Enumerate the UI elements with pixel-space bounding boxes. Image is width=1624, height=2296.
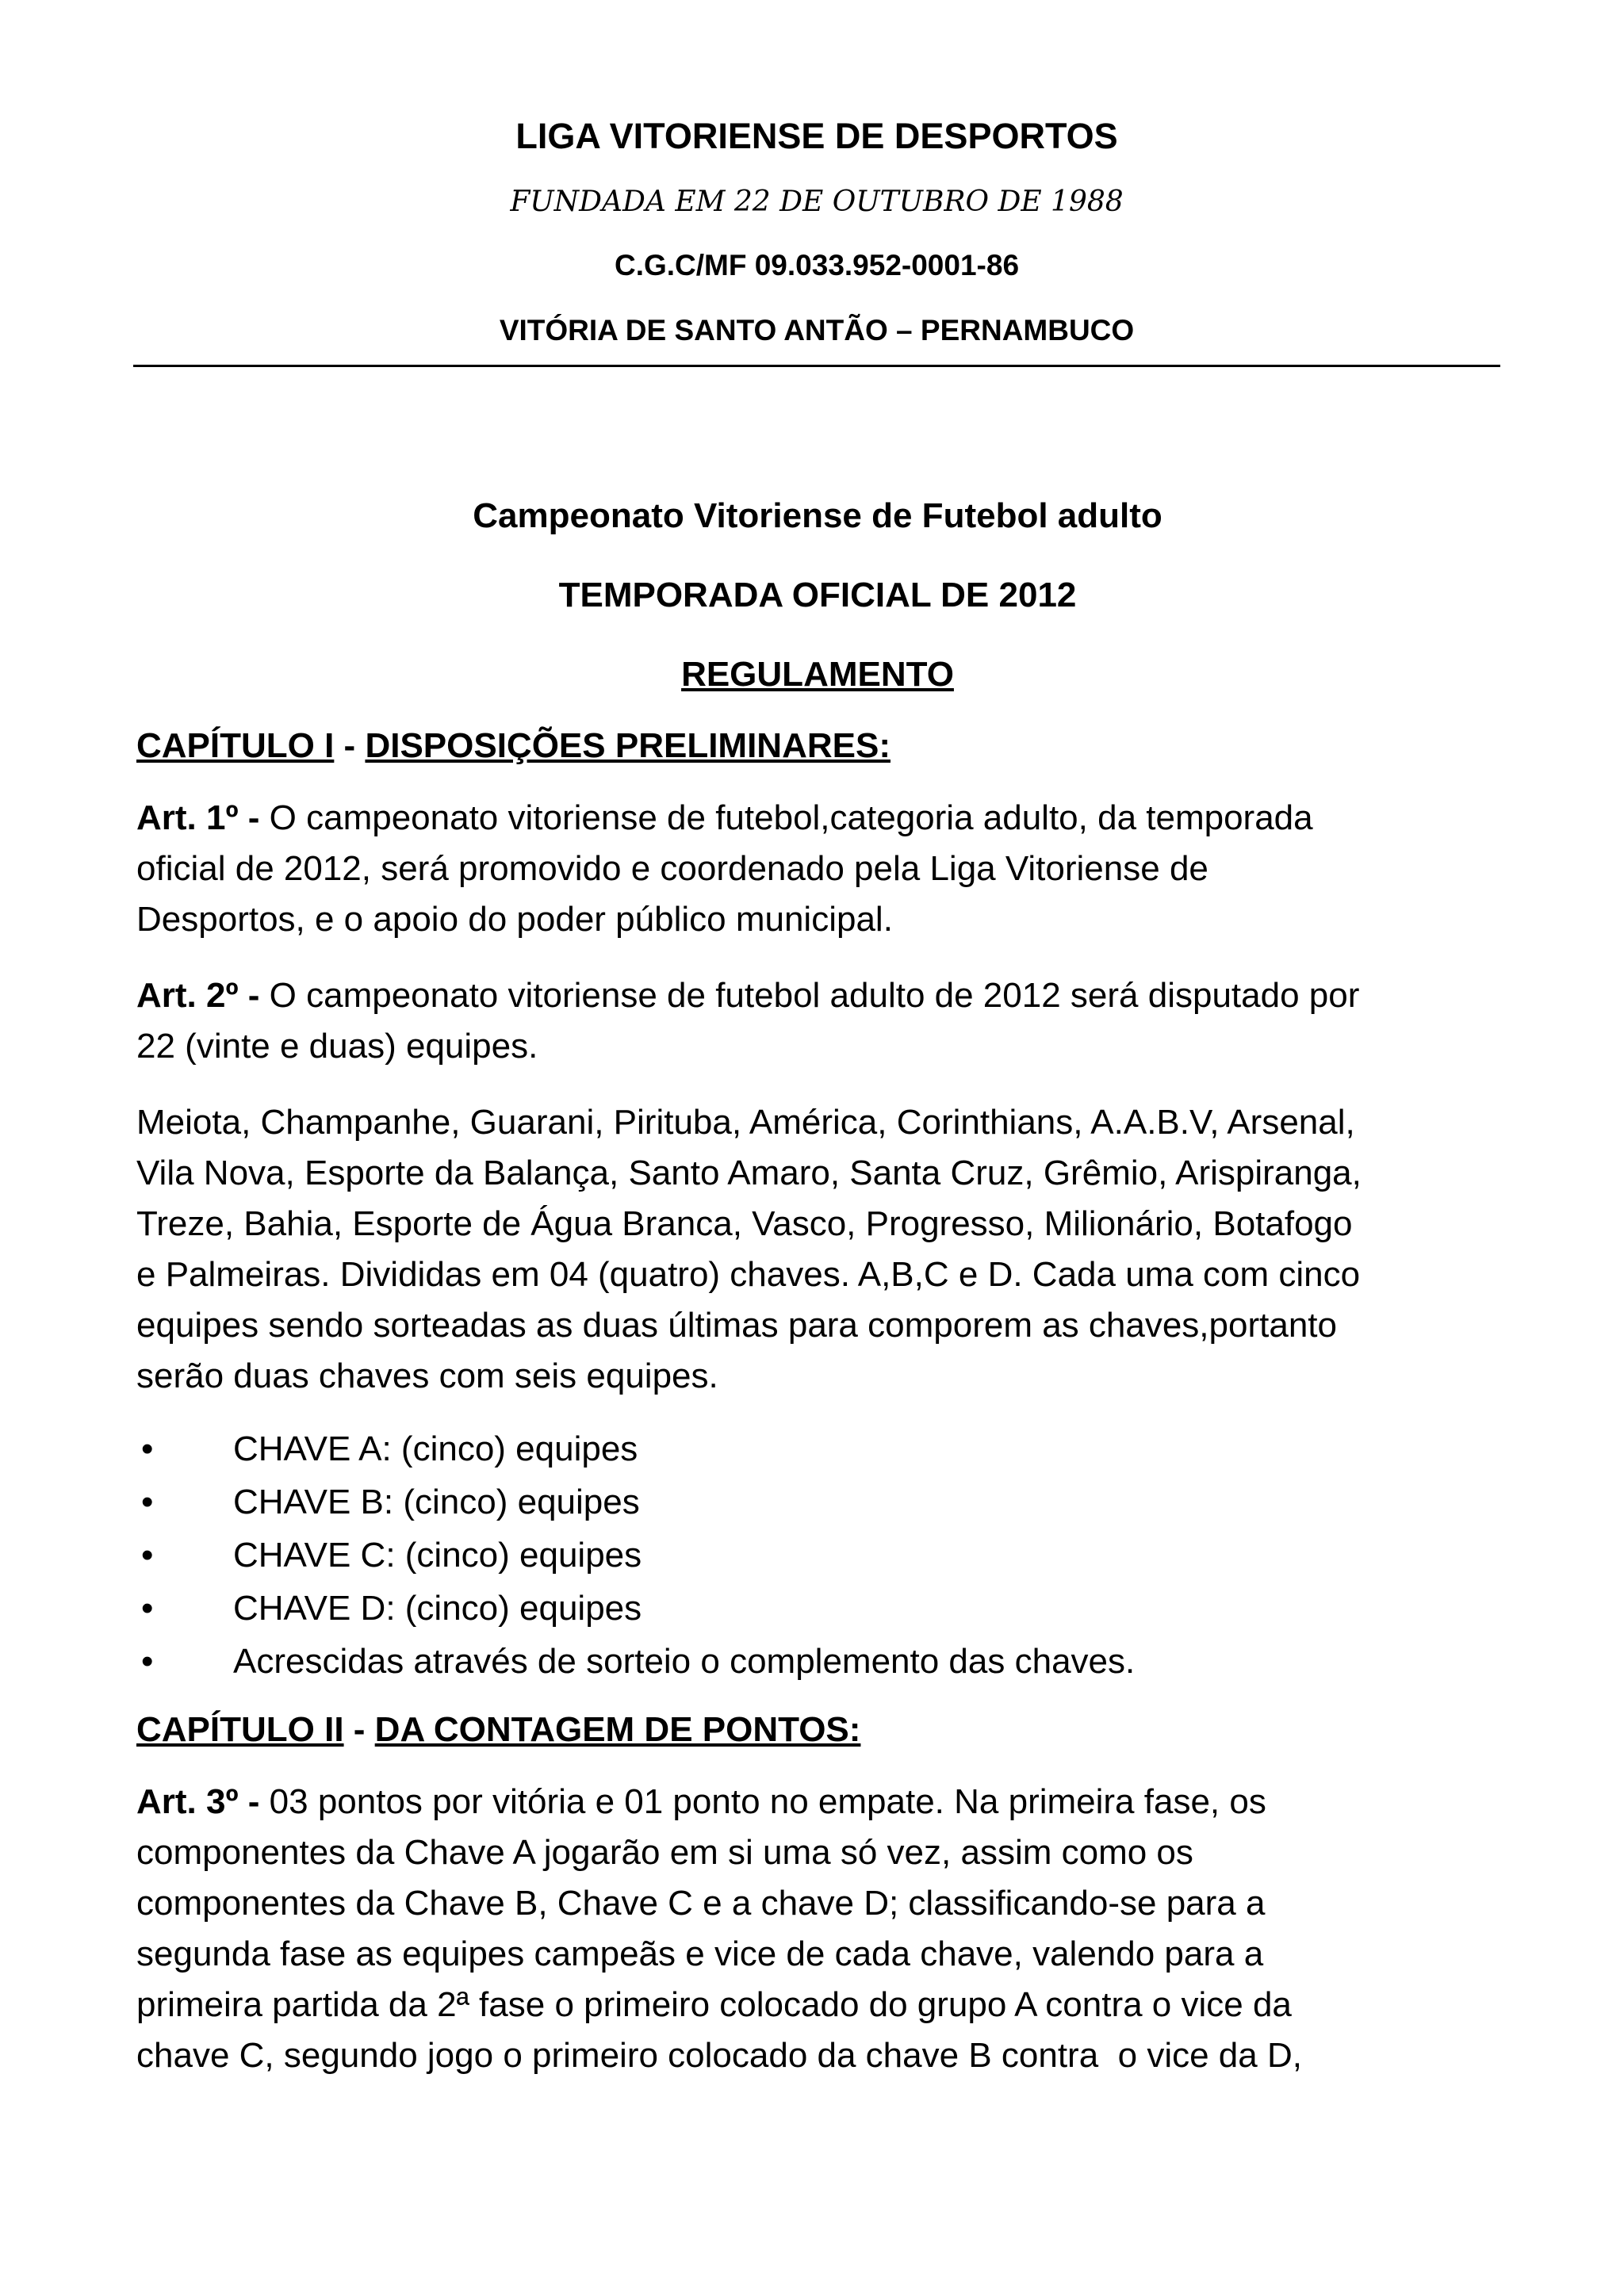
article-3-line-6: chave C, segundo jogo o primeiro colocado da chave B contra o vice da D,: [136, 2036, 1302, 2075]
regulation-heading: REGULAMENTO: [681, 655, 954, 694]
article-2-label: Art. 2º -: [136, 976, 270, 1015]
championship-title: Campeonato Vitoriense de Futebol adulto: [473, 496, 1162, 535]
teams-line-5: equipes sendo sorteadas as duas últimas para comporem as chaves,portanto: [136, 1306, 1337, 1345]
teams-line-2: Vila Nova, Esporte da Balança, Santo Amaro, Santa Cruz, Grêmio, Arispiranga,: [136, 1154, 1362, 1192]
chapter-1-heading: [136, 721, 1499, 771]
article-3-line-4: segunda fase as equipes campeãs e vice de cada chave, valendo para a: [136, 1934, 1264, 1973]
list-item: [136, 1529, 1499, 1582]
article-3-line-1: 03 pontos por vitória e 01 ponto no empate. Na primeira fase, os: [269, 1782, 1266, 1821]
tax-id: C.G.C/MF 09.033.952-0001-86: [614, 249, 1020, 281]
article-2: [136, 970, 1499, 1072]
article-3-label: Art. 3º -: [136, 1782, 270, 1821]
chapter-2-heading: [136, 1705, 1499, 1755]
chapter-2-name: DA CONTAGEM DE PONTOS:: [374, 1710, 861, 1749]
list-item: [136, 1582, 1499, 1635]
list-item: [136, 1475, 1499, 1529]
chapter-2-number: CAPÍTULO II: [136, 1710, 344, 1749]
article-3: [136, 1777, 1499, 2081]
document-body: [136, 492, 1499, 2081]
list-item-text: CHAVE B: (cinco) equipes: [233, 1483, 640, 1521]
organization-name: LIGA VITORIENSE DE DESPORTOS: [515, 116, 1118, 156]
city-state: VITÓRIA DE SANTO ANTÃO – PERNAMBUCO: [499, 314, 1135, 346]
article-2-line-2: 22 (vinte e duas) equipes.: [136, 1027, 538, 1066]
article-2-line-1: O campeonato vitoriense de futebol adulto de 2012 será disputado por: [269, 976, 1360, 1015]
bullet-icon: •: [141, 1429, 154, 1468]
article-1-line-2: oficial de 2012, será promovido e coordenado pela Liga Vitoriense de: [136, 849, 1208, 888]
teams-line-4: e Palmeiras. Divididas em 04 (quatro) chaves. A,B,C e D. Cada uma com cinco: [136, 1255, 1361, 1294]
article-3-line-2: componentes da Chave A jogarão em si uma só vez, assim como os: [136, 1833, 1193, 1872]
list-item-text: Acrescidas através de sorteio o complemento das chaves.: [233, 1642, 1136, 1681]
teams-line-6: serão duas chaves com seis equipes.: [136, 1357, 718, 1395]
groups-list: [136, 1422, 1499, 1688]
list-item: [136, 1422, 1499, 1475]
founding-date: FUNDADA EM 22 DE OUTUBRO DE 1988: [510, 186, 1124, 218]
chapter-1-separator: -: [334, 726, 366, 765]
bullet-icon: •: [141, 1536, 154, 1575]
bullet-icon: •: [141, 1483, 154, 1521]
article-1-label: Art. 1º -: [136, 798, 270, 837]
article-3-line-5: primeira partida da 2ª fase o primeiro colocado do grupo A contra o vice da: [136, 1985, 1292, 2024]
teams-line-1: Meiota, Champanhe, Guarani, Pirituba, América, Corinthians, A.A.B.V, Arsenal,: [136, 1103, 1355, 1142]
article-1-line-1: O campeonato vitoriense de futebol,categoria adulto, da temporada: [269, 798, 1313, 837]
chapter-1-name: DISPOSIÇÕES PRELIMINARES:: [365, 726, 891, 765]
chapter-2-separator: -: [343, 1710, 375, 1749]
letterhead-divider: [133, 365, 1500, 367]
article-3-line-3: componentes da Chave B, Chave C e a chave D; classificando-se para a: [136, 1884, 1266, 1923]
list-item: [136, 1635, 1499, 1688]
article-1-line-3: Desportos, e o apoio do poder público municipal.: [136, 900, 893, 939]
season-title: TEMPORADA OFICIAL DE 2012: [558, 576, 1077, 614]
bullet-icon: •: [141, 1589, 154, 1628]
list-item-text: CHAVE C: (cinco) equipes: [233, 1536, 642, 1575]
bullet-icon: •: [141, 1642, 154, 1681]
teams-line-3: Treze, Bahia, Esporte de Água Branca, Vasco, Progresso, Milionário, Botafogo: [136, 1204, 1353, 1243]
letterhead: [133, 111, 1500, 367]
teams-paragraph: [136, 1097, 1499, 1402]
article-1: [136, 793, 1499, 945]
list-item-text: CHAVE A: (cinco) equipes: [233, 1429, 638, 1468]
chapter-1-number: CAPÍTULO I: [136, 726, 335, 765]
list-item-text: CHAVE D: (cinco) equipes: [233, 1589, 642, 1628]
